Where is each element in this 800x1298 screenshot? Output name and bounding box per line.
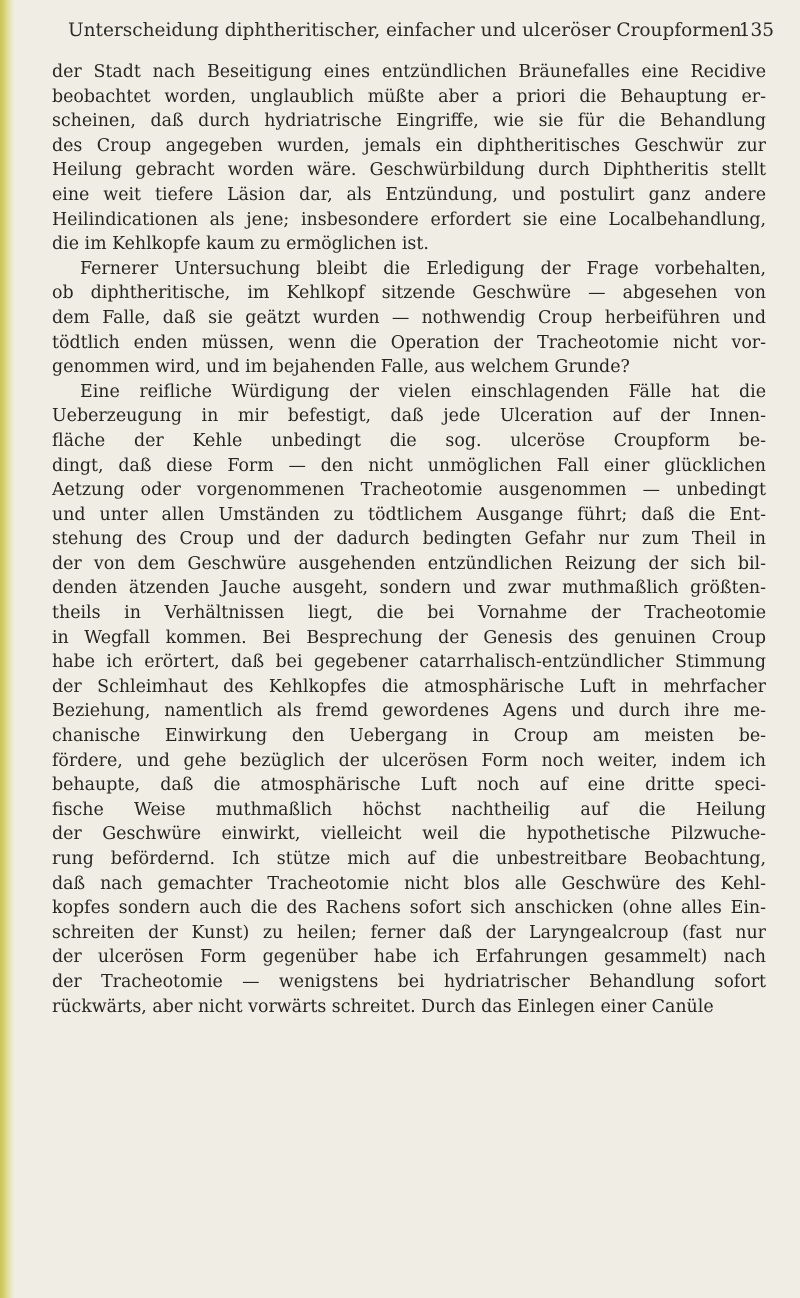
text-line: fläche der Kehle unbedingt die sog. ulceröse Croupform be- — [52, 430, 766, 451]
text-line: Aetzung oder vorgenommenen Tracheotomie ausgenommen — unbedingt — [52, 480, 766, 501]
text-line: behaupte, daß die atmosphärische Luft noch auf eine dritte speci- — [52, 775, 766, 796]
text-line: scheinen, daß durch hydriatrische Eingriffe, wie sie für die Behandlung — [52, 111, 766, 132]
text-line: Heilindicationen als jene; insbesondere erfordert sie eine Localbehandlung, — [52, 209, 766, 230]
text-line: der Stadt nach Beseitigung eines entzündlichen Bräunefalles eine Recidive — [52, 62, 766, 82]
text-line: schreiten der Kunst) zu heilen; ferner daß der Laryngealcroup (fast nur — [52, 922, 766, 943]
text-line: daß nach gemachter Tracheotomie nicht blos alle Geschwüre des Kehl- — [52, 873, 766, 894]
text-line: beobachtet worden, unglaublich müßte aber a priori die Behauptung er- — [52, 86, 766, 107]
text-line: des Croup angegeben wurden, jemals ein diphtheritisches Geschwür zur — [52, 135, 766, 156]
text-line: fische Weise muthmaßlich höchst nachtheilig auf die Heilung — [52, 799, 766, 820]
text-line: dem Falle, daß sie geätzt wurden — nothwendig Croup herbeiführen und — [52, 307, 766, 328]
text-line: die im Kehlkopfe kaum zu ermöglichen ist. — [52, 234, 429, 255]
text-line: der Geschwüre einwirkt, vielleicht weil die hypothetische Pilzwuche- — [52, 824, 766, 845]
text-line: und unter allen Umständen zu tödtlichem Ausgange führt; daß die Ent- — [52, 504, 766, 525]
text-line: Heilung gebracht worden wäre. Geschwürbildung durch Diphtheritis stellt — [52, 160, 766, 181]
text-line: Fernerer Untersuchung bleibt die Erledigung der Frage vorbehalten, — [80, 258, 766, 279]
body-text — [52, 60, 766, 1019]
text-line: theils in Verhältnissen liegt, die bei Vornahme der Tracheotomie — [52, 603, 766, 624]
page-gutter-edge — [0, 0, 14, 1298]
text-line: in Wegfall kommen. Bei Besprechung der Genesis des genuinen Croup — [52, 627, 766, 648]
text-line: Beziehung, namentlich als fremd gewordenes Agens und durch ihre me- — [52, 701, 766, 722]
page-header — [68, 14, 774, 48]
text-line: genommen wird, und im bejahenden Falle, aus welchem Grunde? — [52, 357, 630, 378]
page-number: 135 — [738, 20, 774, 41]
text-line: chanische Einwirkung den Uebergang in Croup am meisten be- — [52, 726, 766, 747]
text-line: kopfes sondern auch die des Rachens sofort sich anschicken (ohne alles Ein- — [52, 898, 766, 919]
text-line: rung befördernd. Ich stütze mich auf die unbestreitbare Beobachtung, — [52, 849, 766, 869]
text-line: Eine reifliche Würdigung der vielen einschlagenden Fälle hat die — [80, 381, 766, 402]
text-line: der ulcerösen Form gegenüber habe ich Erfahrungen gesammelt) nach — [52, 947, 766, 968]
running-title: Unterscheidung diphtheritischer, einfacher und ulceröser Croupformen. — [68, 20, 748, 41]
text-line: ob diphtheritische, im Kehlkopf sitzende Geschwüre — abgesehen von — [52, 283, 766, 304]
text-line: fördere, und gehe bezüglich der ulcerösen Form noch weiter, indem ich — [52, 750, 766, 771]
text-line: rückwärts, aber nicht vorwärts schreitet. Durch das Einlegen einer Canüle — [52, 996, 714, 1017]
text-line: der von dem Geschwüre ausgehenden entzündlichen Reizung der sich bil- — [52, 553, 766, 574]
text-line: denden ätzenden Jauche ausgeht, sondern und zwar muthmaßlich größten- — [52, 578, 766, 599]
text-line: stehung des Croup und der dadurch bedingten Gefahr nur zum Theil in — [52, 529, 766, 550]
text-line: tödtlich enden müssen, wenn die Operation der Tracheotomie nicht vor- — [52, 332, 766, 353]
text-line: habe ich erörtert, daß bei gegebener catarrhalisch-entzündlicher Stimmung — [52, 652, 766, 673]
text-line: eine weit tiefere Läsion dar, als Entzündung, und postulirt ganz andere — [52, 184, 766, 205]
text-line: der Schleimhaut des Kehlkopfes die atmosphärische Luft in mehrfacher — [52, 676, 766, 697]
text-line: der Tracheotomie — wenigstens bei hydriatrischer Behandlung sofort — [52, 971, 766, 992]
text-line: dingt, daß diese Form — den nicht unmöglichen Fall einer glücklichen — [52, 455, 766, 476]
text-line: Ueberzeugung in mir befestigt, daß jede Ulceration auf der Innen- — [52, 406, 766, 427]
